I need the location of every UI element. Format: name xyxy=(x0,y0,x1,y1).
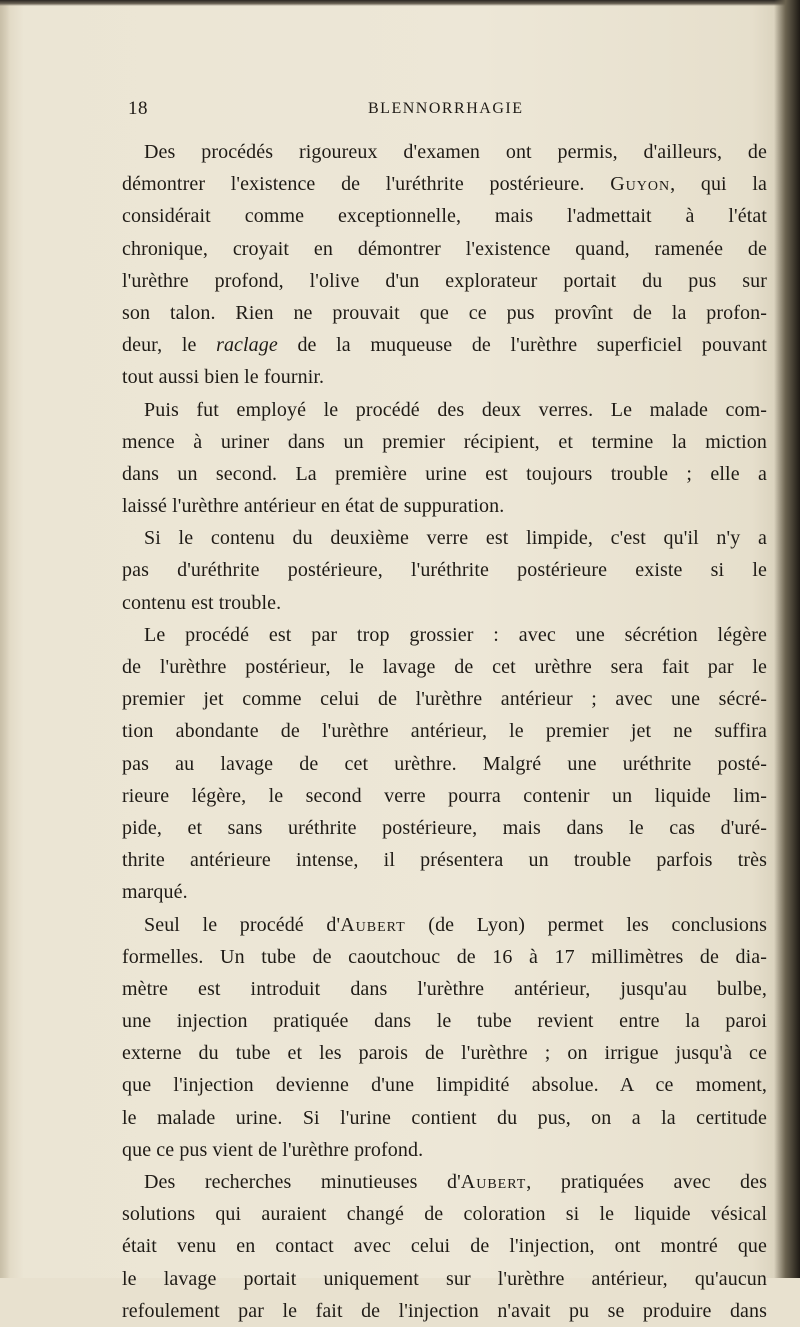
text-line: était venu en contact avec celui de l'injection, ont montré que xyxy=(122,1235,767,1258)
text-line: refoulement par le fait de l'injection n'avait pu se produire dans xyxy=(122,1299,767,1322)
text-line: solutions qui auraient changé de coloration si le liquide vésical xyxy=(122,1203,767,1226)
text-line: mence à uriner dans un premier récipient, et termine la miction xyxy=(122,430,767,453)
text-line: Le procédé est par trop grossier : avec une sécrétion légère xyxy=(144,623,767,646)
text-line: laissé l'urèthre antérieur en état de suppuration. xyxy=(122,495,505,518)
page-gutter-shadow xyxy=(0,0,10,1278)
page-number: 18 xyxy=(128,98,148,119)
page-top-edge xyxy=(0,0,800,6)
body-text xyxy=(122,136,767,1327)
text-line: l'urèthre profond, l'olive d'un explorateur portait du pus sur xyxy=(122,269,767,292)
text-line: tout aussi bien le fournir. xyxy=(122,366,325,389)
text-line: Seul le procédé d'Aubert (de Lyon) permet les conclusions xyxy=(144,913,768,936)
text-line: Des recherches minutieuses d'Aubert, pratiquées avec des xyxy=(144,1171,767,1193)
text-line: que l'injection devienne d'une limpidité absolue. A ce moment, xyxy=(122,1074,767,1097)
text-line: une injection pratiquée dans le tube revient entre la paroi xyxy=(122,1010,767,1033)
text-line: deur, le raclage de la muqueuse de l'urèthre superficiel pouvant xyxy=(122,334,767,357)
running-head: BLENNORRHAGIE xyxy=(368,100,524,117)
text-line: pas d'uréthrite postérieure, l'uréthrite postérieure existe si le xyxy=(122,559,767,582)
text-line: le malade urine. Si l'urine contient du pus, on a la certitude xyxy=(122,1106,767,1129)
author-name-aubert: Aubert xyxy=(340,913,406,936)
text-line: chronique, croyait en démontrer l'existence quand, ramenée de xyxy=(122,237,767,260)
text-line: considérait comme exceptionnelle, mais l'admettait à l'état xyxy=(122,205,767,228)
text-line: de l'urèthre postérieur, le lavage de cet urèthre sera fait par le xyxy=(122,656,767,678)
text-line: externe du tube et les parois de l'urèthre ; on irrigue jusqu'à ce xyxy=(122,1042,767,1065)
text-line: son talon. Rien ne prouvait que ce pus provînt de la profon- xyxy=(122,301,767,324)
text-line: formelles. Un tube de caoutchouc de 16 à 17 millimètres de dia- xyxy=(122,945,767,968)
text-line: Si le contenu du deuxième verre est limpide, c'est qu'il n'y a xyxy=(144,527,767,550)
text-line: tion abondante de l'urèthre antérieur, le premier jet ne suffira xyxy=(122,720,767,743)
page-header xyxy=(118,98,758,128)
text-line: premier jet comme celui de l'urèthre antérieur ; avec une sécré- xyxy=(122,688,767,711)
text-line: que ce pus vient de l'urèthre profond. xyxy=(122,1138,424,1161)
text-line: thrite antérieure intense, il présentera un trouble parfois très xyxy=(122,849,767,872)
text-line: dans un second. La première urine est toujours trouble ; elle a xyxy=(122,462,767,485)
text-line: mètre est introduit dans l'urèthre antérieur, jusqu'au bulbe, xyxy=(122,977,767,1000)
text-line: marqué. xyxy=(122,881,188,904)
text-line: pide, et sans uréthrite postérieure, mais dans le cas d'uré- xyxy=(122,816,767,839)
author-name-aubert: Aubert xyxy=(460,1171,527,1193)
italic-term-raclage: raclage xyxy=(216,334,278,357)
text-line: rieure légère, le second verre pourra contenir un liquide lim- xyxy=(122,784,767,807)
text-line: démontrer l'existence de l'uréthrite postérieure. Guyon, qui la xyxy=(122,173,768,196)
text-line: contenu est trouble. xyxy=(122,591,282,614)
text-line: Puis fut employé le procédé des deux verres. Le malade com- xyxy=(144,398,767,421)
text-line: pas au lavage de cet urèthre. Malgré une uréthrite posté- xyxy=(122,752,767,775)
text-line: Des procédés rigoureux d'examen ont permis, d'ailleurs, de xyxy=(144,141,767,163)
text-line: le lavage portait uniquement sur l'urèthre antérieur, qu'aucun xyxy=(122,1267,767,1290)
page-right-edge-shadow xyxy=(774,0,800,1278)
author-name-guyon: Guyon xyxy=(610,173,671,196)
